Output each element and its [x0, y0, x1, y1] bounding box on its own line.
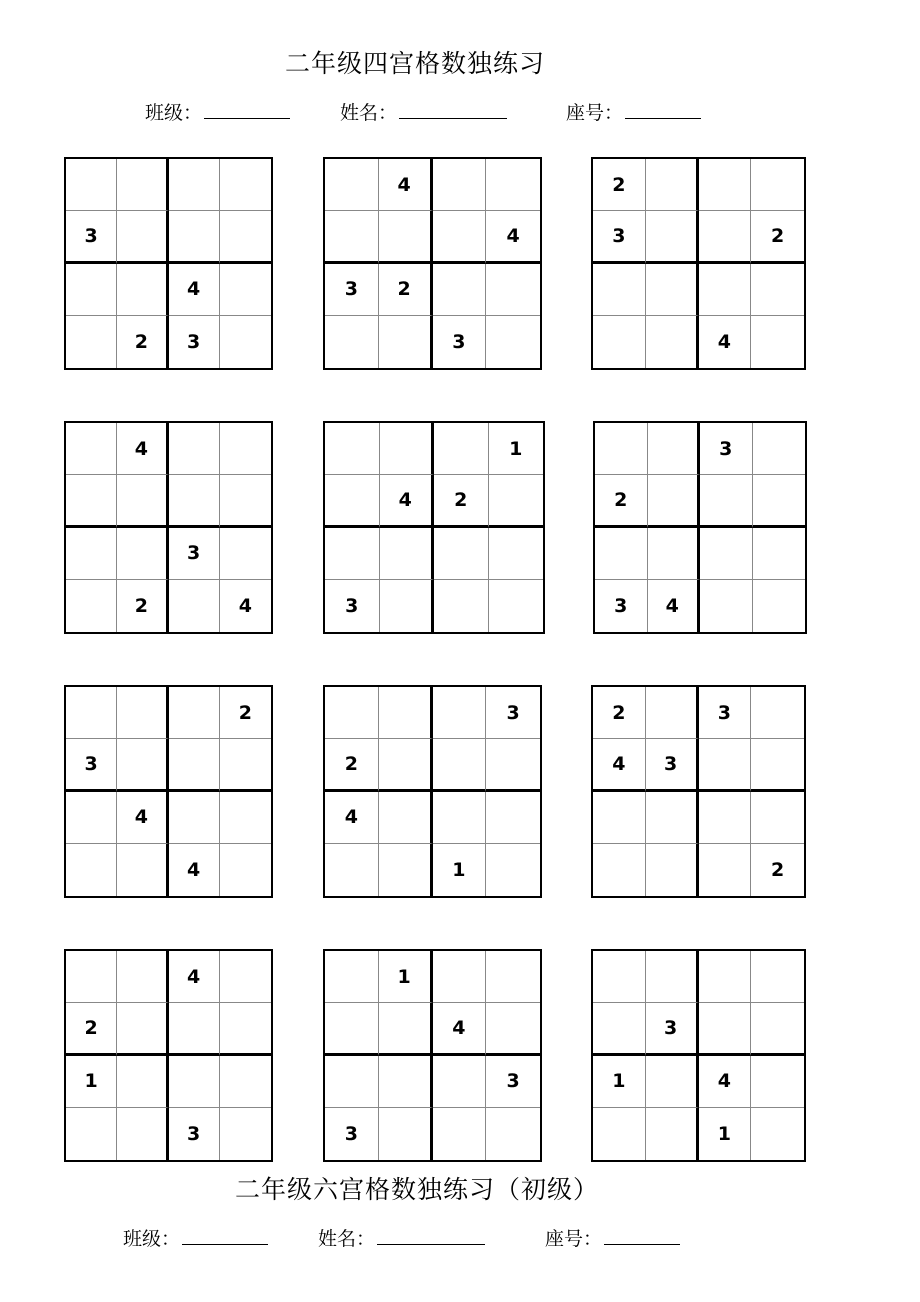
sudoku-cell[interactable] — [169, 211, 220, 263]
sudoku-cell[interactable] — [646, 316, 699, 368]
sudoku-cell[interactable] — [486, 792, 540, 844]
sudoku-cell[interactable] — [433, 687, 487, 739]
sudoku-cell[interactable] — [379, 687, 433, 739]
sudoku-cell[interactable] — [489, 528, 544, 580]
sudoku-cell[interactable] — [66, 423, 117, 475]
sudoku-cell: 4 — [169, 264, 220, 316]
sudoku-cell: 3 — [169, 528, 220, 580]
sudoku-cell[interactable] — [169, 739, 220, 791]
sudoku-cell[interactable] — [325, 687, 379, 739]
sudoku-cell: 2 — [325, 739, 379, 791]
sudoku-cell: 4 — [648, 580, 701, 632]
sudoku-cell[interactable] — [699, 1003, 752, 1055]
sudoku-cell: 2 — [593, 687, 646, 739]
seat-number-input-line[interactable] — [625, 100, 701, 119]
sudoku-cell[interactable] — [486, 1003, 540, 1055]
sudoku-cell[interactable] — [66, 159, 117, 211]
sudoku-cell: 1 — [379, 951, 433, 1003]
sudoku-grid-6 — [593, 421, 807, 634]
sudoku-cell[interactable] — [66, 316, 117, 368]
sudoku-cell[interactable] — [646, 264, 699, 316]
sudoku-cell: 3 — [486, 1056, 540, 1108]
sudoku-cell[interactable] — [593, 316, 646, 368]
sudoku-cell[interactable] — [433, 1056, 487, 1108]
sudoku-cell[interactable] — [117, 844, 168, 896]
sudoku-cell: 4 — [593, 739, 646, 791]
sudoku-cell[interactable] — [489, 580, 544, 632]
sudoku-cell[interactable] — [220, 423, 271, 475]
sudoku-cell[interactable] — [379, 1056, 433, 1108]
sudoku-cell[interactable] — [117, 159, 168, 211]
sudoku-cell[interactable] — [169, 792, 220, 844]
sudoku-cell[interactable] — [379, 1108, 433, 1160]
sudoku-cell: 3 — [486, 687, 540, 739]
sudoku-cell[interactable] — [751, 739, 804, 791]
sudoku-cell[interactable] — [433, 264, 487, 316]
sudoku-cell[interactable] — [433, 951, 487, 1003]
class-label: 班级： — [145, 102, 203, 124]
sudoku-cell[interactable] — [220, 844, 271, 896]
sudoku-cell: 2 — [593, 159, 646, 211]
sudoku-cell: 4 — [433, 1003, 487, 1055]
sudoku-cell[interactable] — [486, 1108, 540, 1160]
sudoku-cell[interactable] — [220, 316, 271, 368]
sudoku-cell[interactable] — [325, 1056, 379, 1108]
sudoku-cell[interactable] — [646, 951, 699, 1003]
sudoku-cell[interactable] — [117, 264, 168, 316]
sudoku-cell: 2 — [117, 316, 168, 368]
sudoku-cell[interactable] — [593, 844, 646, 896]
sudoku-cell[interactable] — [379, 792, 433, 844]
sudoku-cell: 4 — [169, 844, 220, 896]
sudoku-cell[interactable] — [700, 528, 753, 580]
sudoku-cell[interactable] — [169, 159, 220, 211]
name-label-2: 姓名： — [318, 1228, 376, 1250]
sudoku-cell[interactable] — [220, 951, 271, 1003]
sudoku-grid-10 — [64, 949, 273, 1162]
sudoku-cell[interactable] — [434, 580, 489, 632]
sudoku-cell[interactable] — [220, 159, 271, 211]
sudoku-grid-12 — [591, 949, 806, 1162]
sudoku-cell[interactable] — [380, 580, 435, 632]
sudoku-cell[interactable] — [379, 211, 433, 263]
sudoku-cell[interactable] — [169, 1003, 220, 1055]
class-field-2 — [123, 1224, 268, 1251]
sudoku-cell[interactable] — [700, 580, 753, 632]
sudoku-cell[interactable] — [169, 580, 220, 632]
sudoku-cell: 2 — [771, 858, 785, 881]
sudoku-cell[interactable] — [117, 1108, 168, 1160]
sudoku-cell: 2 — [434, 475, 489, 527]
sudoku-cell[interactable] — [699, 951, 752, 1003]
sudoku-cell[interactable] — [433, 792, 487, 844]
sudoku-cell[interactable] — [486, 159, 540, 211]
sudoku-cell[interactable] — [751, 159, 804, 211]
sudoku-cell[interactable] — [220, 792, 271, 844]
sudoku-cell[interactable] — [117, 528, 168, 580]
sudoku-cell[interactable] — [489, 475, 544, 527]
sudoku-cell[interactable] — [433, 211, 487, 263]
sudoku-cell[interactable] — [117, 951, 168, 1003]
sudoku-grid-7 — [64, 685, 273, 898]
sudoku-cell[interactable] — [648, 475, 701, 527]
sudoku-cell[interactable] — [699, 792, 752, 844]
sudoku-cell[interactable] — [593, 1003, 646, 1055]
sudoku-cell[interactable] — [380, 423, 435, 475]
sudoku-cell[interactable] — [117, 687, 168, 739]
sudoku-cell[interactable] — [699, 264, 752, 316]
sudoku-cell[interactable] — [646, 1056, 699, 1108]
sudoku-cell[interactable] — [66, 264, 117, 316]
seat-number-input-line-2[interactable] — [604, 1226, 680, 1245]
sudoku-cell[interactable] — [753, 475, 806, 527]
sudoku-cell[interactable] — [646, 159, 699, 211]
sudoku-cell[interactable] — [434, 528, 489, 580]
sudoku-cell[interactable] — [486, 844, 540, 896]
sudoku-cell: 3 — [325, 580, 380, 632]
sudoku-cell: 1 — [699, 1108, 752, 1160]
sudoku-cell: 3 — [593, 211, 646, 263]
class-label-2: 班级： — [123, 1228, 181, 1250]
sudoku-cell[interactable] — [593, 951, 646, 1003]
sudoku-cell[interactable] — [751, 316, 804, 368]
sudoku-cell[interactable] — [648, 528, 701, 580]
sudoku-cell[interactable] — [117, 1056, 168, 1108]
sudoku-cell[interactable] — [379, 316, 433, 368]
sudoku-cell: 2 — [379, 264, 433, 316]
sudoku-cell[interactable] — [699, 159, 752, 211]
class-field — [145, 98, 290, 125]
sudoku-cell: 2 — [595, 475, 648, 527]
sudoku-cell[interactable] — [699, 211, 752, 263]
sudoku-cell[interactable] — [325, 423, 380, 475]
sudoku-cell[interactable] — [753, 580, 806, 632]
sudoku-cell[interactable] — [648, 423, 701, 475]
sudoku-cell: 4 — [238, 594, 252, 617]
sudoku-cell[interactable] — [325, 844, 379, 896]
sudoku-cell: 4 — [117, 792, 168, 844]
sudoku-cell[interactable] — [325, 951, 379, 1003]
sudoku-cell[interactable] — [220, 528, 271, 580]
sudoku-cell: 4 — [117, 423, 168, 475]
sudoku-cell[interactable] — [325, 528, 380, 580]
sudoku-cell[interactable] — [325, 475, 380, 527]
sudoku-cell: 1 — [489, 423, 544, 475]
sudoku-cell[interactable] — [169, 423, 220, 475]
sudoku-cell[interactable] — [699, 739, 752, 791]
sudoku-cell[interactable] — [220, 264, 271, 316]
sudoku-cell[interactable] — [220, 1056, 271, 1108]
sudoku-cell[interactable] — [66, 580, 117, 632]
sudoku-cell: 3 — [325, 1108, 379, 1160]
sudoku-cell[interactable] — [66, 951, 117, 1003]
sudoku-cell[interactable] — [646, 1108, 699, 1160]
sudoku-grid-11 — [323, 949, 542, 1162]
seat-number-label: 座号： — [566, 102, 624, 124]
seat-number-label-2: 座号： — [545, 1228, 603, 1250]
sudoku-cell[interactable] — [220, 211, 271, 263]
sudoku-cell[interactable] — [169, 687, 220, 739]
sudoku-cell[interactable] — [325, 211, 379, 263]
sudoku-cell[interactable] — [66, 475, 117, 527]
sudoku-cell: 4 — [380, 475, 435, 527]
sudoku-cell: 1 — [433, 844, 487, 896]
sudoku-cell[interactable] — [751, 1108, 804, 1160]
sudoku-cell[interactable] — [753, 423, 806, 475]
sudoku-cell: 3 — [169, 316, 220, 368]
seat-number-field-2 — [545, 1224, 680, 1251]
sudoku-cell[interactable] — [379, 1003, 433, 1055]
sudoku-cell[interactable] — [220, 739, 271, 791]
sudoku-cell: 1 — [66, 1056, 117, 1108]
sudoku-cell: 3 — [66, 739, 117, 791]
sudoku-cell[interactable] — [595, 423, 648, 475]
sudoku-cell: 3 — [169, 1108, 220, 1160]
sudoku-grid-8 — [323, 685, 542, 898]
sudoku-cell[interactable] — [486, 951, 540, 1003]
sudoku-cell[interactable] — [646, 792, 699, 844]
sudoku-cell: 3 — [66, 211, 117, 263]
sudoku-cell[interactable] — [433, 739, 487, 791]
sudoku-cell[interactable] — [751, 1003, 804, 1055]
sudoku-cell: 3 — [325, 264, 379, 316]
sudoku-cell[interactable] — [325, 1003, 379, 1055]
sudoku-cell: 1 — [593, 1056, 646, 1108]
sudoku-cell[interactable] — [751, 264, 804, 316]
sudoku-cell: 4 — [169, 951, 220, 1003]
sudoku-cell: 4 — [486, 211, 540, 263]
sudoku-cell[interactable] — [117, 211, 168, 263]
class-input-line-2[interactable] — [182, 1226, 268, 1245]
sudoku-cell[interactable] — [433, 159, 487, 211]
seat-number-field — [566, 98, 701, 125]
sudoku-cell[interactable] — [753, 528, 806, 580]
sudoku-cell: 4 — [699, 316, 752, 368]
sudoku-cell: 2 — [220, 687, 271, 739]
sudoku-cell[interactable] — [66, 687, 117, 739]
sudoku-cell[interactable] — [751, 1056, 804, 1108]
sudoku-cell: 4 — [699, 1056, 752, 1108]
sudoku-cell[interactable] — [66, 1108, 117, 1160]
sudoku-cell[interactable] — [325, 159, 379, 211]
sudoku-cell[interactable] — [379, 844, 433, 896]
sudoku-cell[interactable] — [646, 844, 699, 896]
sudoku-cell[interactable] — [751, 687, 804, 739]
class-input-line[interactable] — [204, 100, 290, 119]
sudoku-cell: 3 — [699, 687, 752, 739]
sudoku-grid-9 — [591, 685, 806, 898]
sudoku-cell: 3 — [646, 1003, 699, 1055]
sudoku-cell: 3 — [595, 580, 648, 632]
worksheet-title-4x4: 二年级四宫格数独练习 — [284, 49, 545, 78]
sudoku-cell: 4 — [325, 792, 379, 844]
worksheet-title-6x6: 二年级六宫格数独练习（初级） — [234, 1175, 599, 1204]
sudoku-cell: 2 — [751, 211, 804, 263]
name-field-2 — [318, 1224, 485, 1251]
sudoku-grid-3 — [591, 157, 806, 370]
sudoku-cell: 4 — [379, 159, 433, 211]
sudoku-cell[interactable] — [169, 475, 220, 527]
name-label: 姓名： — [340, 102, 398, 124]
sudoku-cell[interactable] — [486, 316, 540, 368]
name-input-line[interactable] — [399, 100, 507, 119]
sudoku-cell[interactable] — [379, 739, 433, 791]
sudoku-cell[interactable] — [220, 1108, 271, 1160]
sudoku-cell[interactable] — [593, 1108, 646, 1160]
sudoku-cell[interactable] — [325, 316, 379, 368]
sudoku-cell[interactable] — [699, 844, 752, 896]
sudoku-cell[interactable] — [380, 528, 435, 580]
sudoku-cell[interactable] — [595, 528, 648, 580]
sudoku-cell: 3 — [700, 423, 753, 475]
sudoku-cell[interactable] — [66, 528, 117, 580]
name-field — [340, 98, 507, 125]
sudoku-cell[interactable] — [117, 739, 168, 791]
sudoku-grid-2 — [323, 157, 542, 370]
name-input-line-2[interactable] — [377, 1226, 485, 1245]
sudoku-cell[interactable] — [220, 1003, 271, 1055]
sudoku-grid-1 — [64, 157, 273, 370]
sudoku-cell[interactable] — [220, 475, 271, 527]
sudoku-cell[interactable] — [433, 1108, 487, 1160]
sudoku-cell[interactable] — [646, 687, 699, 739]
sudoku-cell: 3 — [646, 739, 699, 791]
sudoku-cell[interactable] — [434, 423, 489, 475]
sudoku-cell: 2 — [66, 1003, 117, 1055]
sudoku-grid-5 — [323, 421, 545, 634]
sudoku-cell[interactable] — [486, 739, 540, 791]
sudoku-cell[interactable] — [751, 792, 804, 844]
sudoku-cell[interactable] — [593, 264, 646, 316]
sudoku-cell: 3 — [433, 316, 487, 368]
sudoku-grid-4 — [64, 421, 273, 634]
sudoku-cell[interactable] — [117, 1003, 168, 1055]
sudoku-cell[interactable] — [646, 211, 699, 263]
sudoku-cell[interactable] — [486, 264, 540, 316]
sudoku-cell[interactable] — [593, 792, 646, 844]
sudoku-cell[interactable] — [117, 475, 168, 527]
sudoku-cell[interactable] — [66, 792, 117, 844]
sudoku-cell[interactable] — [66, 844, 117, 896]
sudoku-cell[interactable] — [700, 475, 753, 527]
sudoku-cell[interactable] — [751, 951, 804, 1003]
sudoku-cell: 2 — [117, 580, 168, 632]
sudoku-cell[interactable] — [169, 1056, 220, 1108]
